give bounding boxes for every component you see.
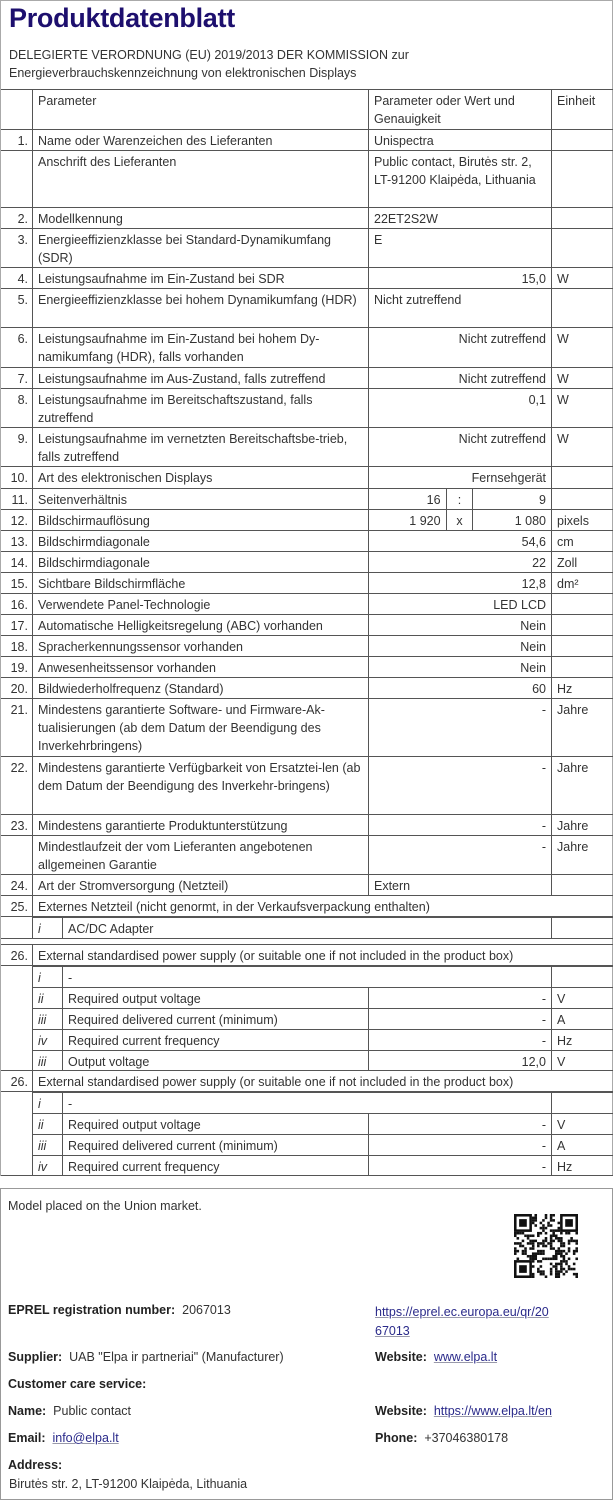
parameter-value: Public contact, Birutės str. 2, LT-91200 Klaipėda, Lithuania [369, 151, 552, 207]
table-row [1, 531, 613, 552]
parameter-value: Unispectra [369, 130, 552, 150]
sub-row [1, 1050, 613, 1071]
row-number: 25. [1, 896, 33, 916]
sub-index: ii [33, 988, 63, 1008]
value-part: 1 080 [514, 514, 546, 528]
sub-row-cells [33, 1155, 613, 1175]
supplier-value: UAB "Elpa ir partneriai" (Manufacturer) [69, 1350, 284, 1364]
table-row [1, 678, 613, 699]
row-number-spacer [1, 917, 33, 938]
sub-text: Required output voltage [63, 1114, 369, 1134]
unit: V [557, 1118, 566, 1132]
value-part: x [447, 510, 474, 530]
supplier-label: Supplier: [8, 1350, 63, 1364]
row-number: 16. [1, 594, 33, 614]
row-number [1, 151, 33, 207]
sub-text: Required delivered current (minimum) [63, 1135, 369, 1155]
sub-row-cells [33, 1092, 613, 1113]
parameter-value: 60 [369, 678, 552, 698]
parameter-name: Art des elektronischen Displays [33, 467, 369, 488]
website2-link[interactable]: https://www.elpa.lt/en [433, 1404, 552, 1418]
unit [552, 657, 613, 677]
unit: Jahre [557, 761, 589, 775]
parameter-name: Leistungsaufnahme im Aus-Zustand, falls zutreffend [33, 368, 369, 388]
section-header [1, 945, 613, 966]
row-number: 22. [1, 757, 33, 814]
sub-index: i [33, 918, 63, 938]
email-link[interactable]: info@elpa.lt [52, 1431, 119, 1445]
unit [552, 289, 613, 327]
parameter-value: LED LCD [369, 594, 552, 614]
row-number: 14. [1, 552, 33, 572]
unit: V [557, 1055, 566, 1069]
parameter-name: Energieeffizienzklasse bei Standard-Dynamikumfang (SDR) [33, 229, 369, 267]
parameter-value: Nicht zutreffend [369, 289, 552, 327]
sub-row [1, 1092, 613, 1113]
parameter-name: Sichtbare Bildschirmfläche [33, 573, 369, 593]
website2-label: Website: [375, 1404, 427, 1418]
parameter-value: E [369, 229, 552, 267]
unit: Jahre [557, 840, 589, 854]
sub-row-cells [33, 917, 613, 938]
eprel-url-part[interactable]: 67013 [375, 1324, 410, 1338]
page-title: Produktdatenblatt [9, 3, 235, 33]
row-number-spacer [1, 1155, 33, 1175]
name-value: Public contact [53, 1404, 131, 1418]
table-row [1, 836, 613, 875]
unit: Jahre [557, 819, 589, 833]
email-label: Email: [8, 1431, 46, 1445]
sub-value: - [369, 1114, 552, 1134]
row-number-spacer [1, 1092, 33, 1113]
unit [552, 875, 613, 895]
table-row [1, 636, 613, 657]
phone-label: Phone: [375, 1431, 418, 1445]
parameter-value: - [369, 815, 552, 835]
unit: dm² [557, 577, 579, 591]
parameter-name: Energieeffizienzklasse bei hohem Dynamikumfang (HDR) [33, 289, 369, 327]
row-artifact [1, 938, 613, 945]
sub-row [1, 966, 613, 987]
subtitle-line: Energieverbrauchskennzeichnung von elektronischen Displays [9, 66, 357, 80]
unit: Zoll [557, 556, 578, 570]
unit [552, 130, 613, 150]
sub-text: Required output voltage [63, 988, 369, 1008]
table-row [1, 130, 613, 151]
section-title: External standardised power supply (or suitable one if not included in the product box) [38, 1075, 514, 1089]
eprel-link[interactable] [375, 1303, 549, 1341]
row-number: 1. [1, 130, 33, 150]
row-number: 12. [1, 510, 33, 530]
sub-row-cells [33, 1029, 613, 1050]
unit [552, 1093, 613, 1113]
sub-row [1, 1155, 613, 1176]
parameter-value: 54,6 [369, 531, 552, 551]
header-unit: Einheit [557, 94, 596, 108]
eprel-number: 2067013 [182, 1303, 231, 1317]
unit: V [557, 992, 566, 1006]
row-number: 11. [1, 489, 33, 509]
table-row [1, 657, 613, 678]
sub-value: - [369, 1030, 552, 1050]
sub-row [1, 1008, 613, 1029]
parameter-value: Nein [369, 657, 552, 677]
sub-index: i [33, 1093, 63, 1113]
table-row [1, 151, 613, 208]
parameter-name: Mindestens garantierte Produktunterstützung [33, 815, 369, 835]
row-number: 10. [1, 467, 33, 488]
parameter-value: Nicht zutreffend [369, 328, 552, 367]
sub-text: Required current frequency [63, 1030, 369, 1050]
sub-row-cells [33, 1008, 613, 1029]
unit: cm [557, 535, 574, 549]
row-number: 18. [1, 636, 33, 656]
parameter-value: 15,0 [369, 268, 552, 288]
row-number: 17. [1, 615, 33, 635]
parameter-value: Fernsehgerät [369, 467, 552, 488]
row-number-spacer [1, 1050, 33, 1070]
row-number: 21. [1, 699, 33, 756]
parameter-value: - [369, 699, 552, 756]
table-row [1, 875, 613, 896]
unit: A [557, 1139, 566, 1153]
parameter-name: Automatische Helligkeitsregelung (ABC) vorhanden [33, 615, 369, 635]
address-value: Birutės str. 2, LT-91200 Klaipėda, Lithuania [9, 1477, 248, 1491]
parameter-name: Spracherkennungssensor vorhanden [33, 636, 369, 656]
table-row [1, 552, 613, 573]
unit: Hz [557, 682, 573, 696]
sub-value: - [369, 1009, 552, 1029]
unit [552, 918, 613, 938]
table-row [1, 815, 613, 836]
website-link[interactable]: www.elpa.lt [433, 1350, 498, 1364]
row-number: 8. [1, 389, 33, 427]
parameter-value: Nicht zutreffend [369, 428, 552, 466]
table-row [1, 268, 613, 289]
customer-care-label: Customer care service: [8, 1377, 147, 1391]
table-row [1, 428, 613, 467]
row-number: 6. [1, 328, 33, 367]
sub-row-cells [33, 966, 613, 987]
unit [552, 636, 613, 656]
unit [552, 467, 613, 488]
sub-row [1, 917, 613, 938]
sub-row-cells [33, 1050, 613, 1070]
table-row [1, 615, 613, 636]
eprel-label: EPREL registration number: [8, 1303, 176, 1317]
parameter-value: Nein [369, 636, 552, 656]
row-number: 20. [1, 678, 33, 698]
section-header [1, 1071, 613, 1092]
parameter-name: Leistungsaufnahme im vernetzten Bereitschaftsbe-trieb, falls zutreffend [33, 428, 369, 466]
table-row [1, 368, 613, 389]
table-row [1, 594, 613, 615]
table-row [1, 389, 613, 428]
row-number: 4. [1, 268, 33, 288]
parameter-table [1, 89, 613, 1176]
sub-text: - [63, 1093, 552, 1113]
unit [552, 967, 613, 987]
name-label: Name: [8, 1404, 47, 1418]
table-header [1, 90, 613, 130]
row-number: 26. [1, 945, 33, 965]
parameter-name: Modellkennung [33, 208, 369, 228]
section-title: Externes Netzteil (nicht genormt, in der Verkaufsverpackung enthalten) [38, 900, 430, 914]
sub-text: AC/DC Adapter [63, 918, 552, 938]
section-title: External standardised power supply (or suitable one if not included in the product box) [38, 949, 514, 963]
parameter-value: 22ET2S2W [369, 208, 552, 228]
unit [552, 208, 613, 228]
parameter-name: Anschrift des Lieferanten [33, 151, 369, 207]
table-row [1, 328, 613, 368]
parameter-value: Nein [369, 615, 552, 635]
sub-value: - [369, 1156, 552, 1175]
row-number: 15. [1, 573, 33, 593]
unit: A [557, 1013, 566, 1027]
row-number: 13. [1, 531, 33, 551]
unit [552, 489, 613, 509]
table-row [1, 510, 613, 531]
header-value: Parameter oder Wert und Genauigkeit [369, 90, 552, 129]
qr-code-icon[interactable] [514, 1208, 578, 1284]
parameter-name: Name oder Warenzeichen des Lieferanten [33, 130, 369, 150]
sub-value: - [369, 988, 552, 1008]
eprel-url-part[interactable]: https://eprel.ec.europa.eu/qr/20 [375, 1305, 549, 1319]
unit: Hz [557, 1034, 573, 1048]
table-row [1, 757, 613, 815]
value-part: 1 920 [369, 510, 447, 530]
subtitle-line: DELEGIERTE VERORDNUNG (EU) 2019/2013 DER KOMMISSION zur [9, 48, 409, 62]
sub-text: Output voltage [63, 1051, 369, 1070]
unit: Jahre [557, 703, 589, 717]
parameter-name: Seitenverhältnis [33, 489, 369, 509]
parameter-name: Bildschirmdiagonale [33, 552, 369, 572]
sub-index: iii [33, 1009, 63, 1029]
parameter-name: Bildwiederholfrequenz (Standard) [33, 678, 369, 698]
unit: W [557, 272, 569, 286]
header-number [1, 90, 33, 129]
sub-text: - [63, 967, 552, 987]
section-header [1, 896, 613, 917]
row-number: 2. [1, 208, 33, 228]
table-row [1, 699, 613, 757]
sub-text: Required current frequency [63, 1156, 369, 1175]
parameter-value: - [369, 836, 552, 874]
parameter-value: 12,8 [369, 573, 552, 593]
sub-index: iii [33, 1051, 63, 1070]
sub-row-cells [33, 987, 613, 1008]
unit: pixels [557, 514, 589, 528]
parameter-name: Bildschirmdiagonale [33, 531, 369, 551]
table-row [1, 289, 613, 328]
parameter-value: 0,1 [369, 389, 552, 427]
row-number-spacer [1, 1113, 33, 1134]
model-note: Model placed on the Union market. [8, 1199, 202, 1213]
sub-row-cells [33, 1134, 613, 1155]
parameter-name: Leistungsaufnahme im Ein-Zustand bei hohem Dy-namikumfang (HDR), falls vorhanden [33, 328, 369, 367]
table-row [1, 467, 613, 489]
parameter-value: Nicht zutreffend [369, 368, 552, 388]
table-row [1, 229, 613, 268]
parameter-name: Mindestens garantierte Software- und Firmware-Ak-tualisierungen (ab dem Datum der Beendigung des Inverkehrbringens) [33, 699, 369, 756]
sub-row [1, 987, 613, 1008]
regulation-subtitle [9, 46, 409, 82]
sub-text: Required delivered current (minimum) [63, 1009, 369, 1029]
website-label: Website: [375, 1350, 427, 1364]
unit: W [557, 393, 569, 407]
sub-row [1, 1113, 613, 1134]
sub-index: iii [33, 1135, 63, 1155]
unit: Hz [557, 1160, 573, 1174]
sub-index: ii [33, 1114, 63, 1134]
row-number: 26. [1, 1071, 33, 1091]
row-number: 5. [1, 289, 33, 327]
sub-value: - [369, 1135, 552, 1155]
row-number-spacer [1, 1029, 33, 1050]
address-label: Address: [8, 1458, 63, 1472]
parameter-name: Verwendete Panel-Technologie [33, 594, 369, 614]
sub-row [1, 1134, 613, 1155]
table-row [1, 573, 613, 594]
parameter-name: Leistungsaufnahme im Bereitschaftszustand, falls zutreffend [33, 389, 369, 427]
table-row [1, 489, 613, 510]
row-number: 19. [1, 657, 33, 677]
sub-index: iv [33, 1030, 63, 1050]
row-number-spacer [1, 987, 33, 1008]
unit [552, 229, 613, 267]
sub-row [1, 1029, 613, 1050]
unit [552, 151, 613, 207]
row-number [1, 836, 33, 874]
parameter-value: 22 [369, 552, 552, 572]
parameter-name: Mindestens garantierte Verfügbarkeit von Ersatztei-len (ab dem Datum der Beendigung des Inverkehr-bringens) [33, 757, 369, 814]
parameter-value: - [369, 757, 552, 814]
table-row [1, 208, 613, 229]
value-part: 16 [369, 489, 447, 509]
row-number: 7. [1, 368, 33, 388]
row-number: 3. [1, 229, 33, 267]
row-number: 24. [1, 875, 33, 895]
parameter-value: Extern [369, 875, 552, 895]
unit [552, 594, 613, 614]
parameter-name: Leistungsaufnahme im Ein-Zustand bei SDR [33, 268, 369, 288]
value-split [369, 510, 552, 530]
unit [552, 615, 613, 635]
sub-row-cells [33, 1113, 613, 1134]
value-part: : [447, 489, 474, 509]
unit: W [557, 332, 569, 346]
value-split [369, 489, 552, 509]
row-number-spacer [1, 1008, 33, 1029]
parameter-name: Anwesenheitssensor vorhanden [33, 657, 369, 677]
phone-value: +37046380178 [424, 1431, 509, 1445]
parameter-name: Bildschirmauflösung [33, 510, 369, 530]
unit: W [557, 372, 569, 386]
header-parameter: Parameter [33, 90, 369, 129]
row-number: 9. [1, 428, 33, 466]
sub-index: i [33, 967, 63, 987]
row-number-spacer [1, 1134, 33, 1155]
sub-index: iv [33, 1156, 63, 1175]
unit: W [557, 432, 569, 446]
value-part: 9 [539, 493, 546, 507]
parameter-name: Art der Stromversorgung (Netzteil) [33, 875, 369, 895]
row-number-spacer [1, 966, 33, 987]
row-number: 23. [1, 815, 33, 835]
sub-value: 12,0 [369, 1051, 552, 1070]
parameter-name: Mindestlaufzeit der vom Lieferanten angebotenen allgemeinen Garantie [33, 836, 369, 874]
